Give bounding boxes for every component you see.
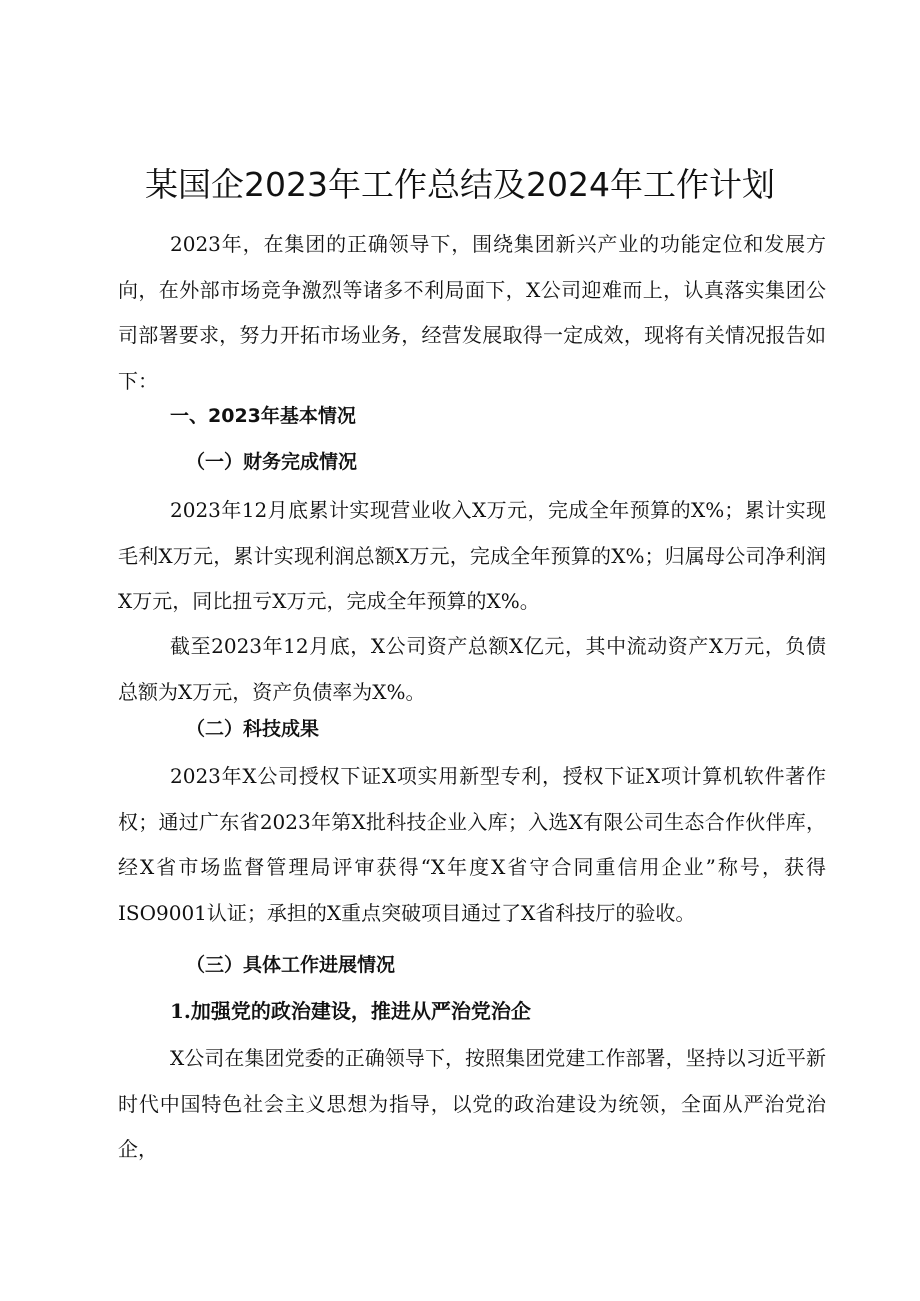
party-building-paragraph: X公司在集团党委的正确领导下，按照集团党建工作部署，坚持以习近平新时代中国特色社会主义思想为指导，以党的政治建设为统领，全面从严治党治企，	[118, 1046, 826, 1161]
section-heading-basic-situation: 一、2023年基本情况	[170, 405, 356, 427]
subsection-heading-progress: （三）具体工作进展情况	[186, 954, 396, 976]
subsection-heading-tech: （二）科技成果	[186, 718, 320, 740]
subsection-heading-finance: （一）财务完成情况	[186, 451, 358, 473]
finance-paragraph-assets: 截至2023年12月底，X公司资产总额X亿元，其中流动资产X万元，负债总额为X万元，资产负债率为X%。	[118, 634, 826, 704]
finance-paragraph-revenue: 2023年12月底累计实现营业收入X万元，完成全年预算的X%；累计实现毛利X万元，累计实现利润总额X万元，完成全年预算的X%；归属母公司净利润X万元，同比扭亏X万元，完成全年预算的X%。	[118, 498, 826, 613]
intro-paragraph: 2023年，在集团的正确领导下，围绕集团新兴产业的功能定位和发展方向，在外部市场竞争激烈等诸多不利局面下，X公司迎难而上，认真落实集团公司部署要求，努力开拓市场业务，经营发展取得一定成效，现将有关情况报告如下：	[118, 232, 826, 393]
item-heading-party-building: 1.加强党的政治建设，推进从严治党治企	[170, 999, 531, 1023]
tech-paragraph: 2023年X公司授权下证X项实用新型专利，授权下证X项计算机软件著作权；通过广东省2023年第X批科技企业入库；入选X有限公司生态合作伙伴库，经X省市场监督管理局评审获得“X年度X省守合同重信用企业”称号，获得ISO9001认证；承担的X重点突破项目通过了X省科技厅的验收。	[118, 764, 826, 925]
document-title: 某国企2023年工作总结及2024年工作计划	[145, 165, 775, 204]
